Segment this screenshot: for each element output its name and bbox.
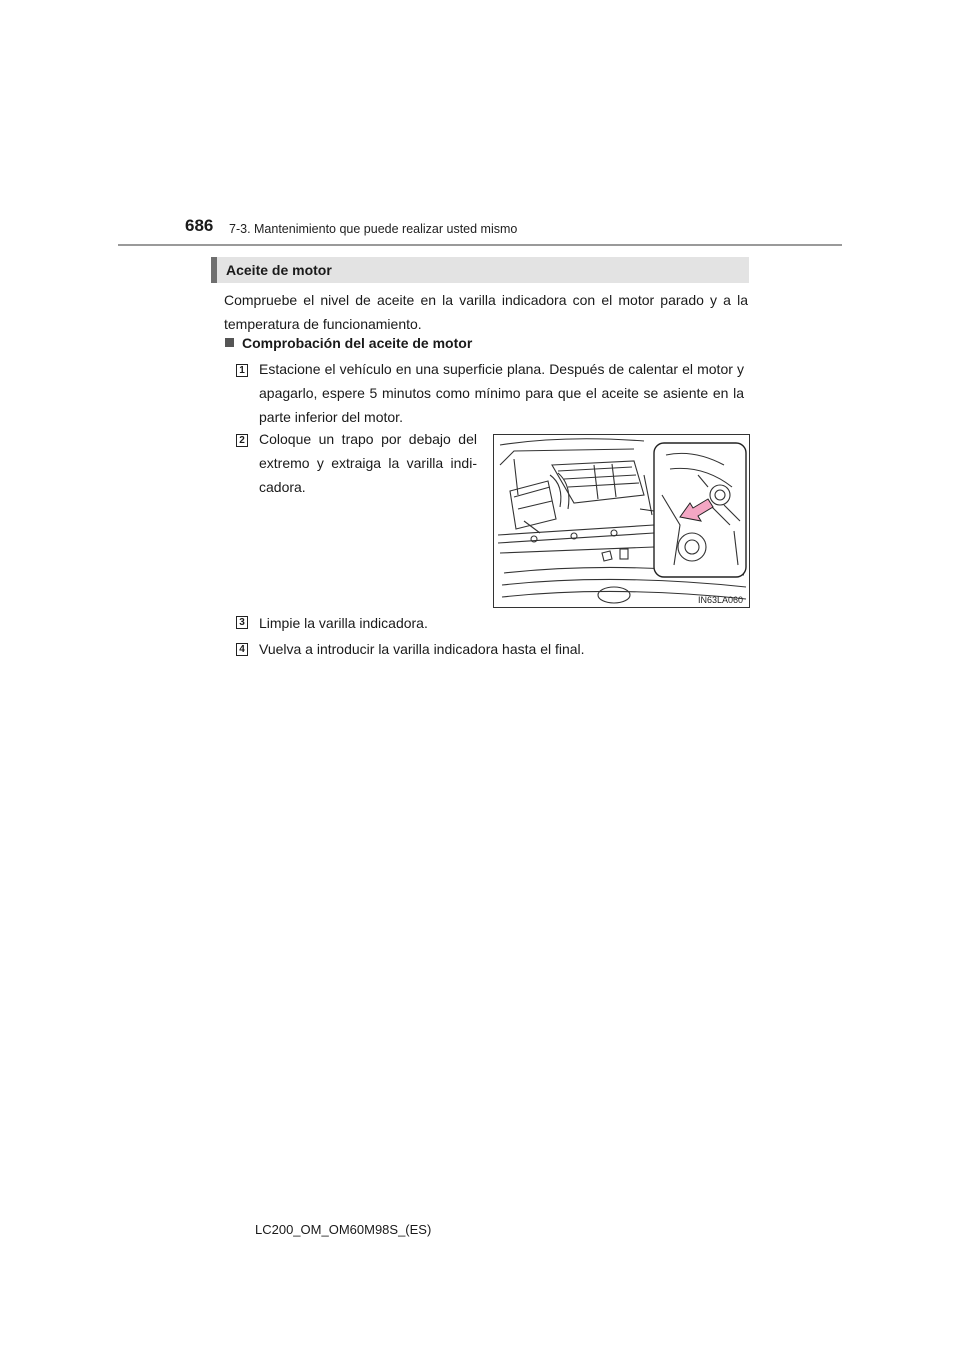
- section-heading-bar: [211, 257, 749, 283]
- step-text-4: Vuelva a introducir la varilla indicadora hasta el final.: [259, 641, 585, 657]
- step-text-1: Estacione el vehículo en una superficie plana. Después de calentar el motor y apagarlo, espere 5 minutos como mínimo para que el aceite se asiente en la parte inferior del motor.: [259, 361, 744, 425]
- section-title: Aceite de motor: [226, 262, 332, 278]
- step-number-1: 1: [236, 364, 248, 377]
- intro-paragraph: Compruebe el nivel de aceite en la varilla indicadora con el motor parado y a la temperatura de funcionamiento.: [224, 292, 748, 332]
- header-divider: [118, 244, 842, 246]
- square-bullet-icon: [225, 338, 234, 347]
- step-number-3: 3: [236, 616, 248, 629]
- figure-code: IN63LA060: [697, 595, 743, 605]
- step-text-2: Coloque un trapo por debajo del extremo y extraiga la varilla indi-cadora.: [259, 431, 477, 495]
- chapter-title: 7-3. Mantenimiento que puede realizar usted mismo: [229, 222, 518, 236]
- document-id-footer: LC200_OM_OM60M98S_(ES): [255, 1222, 432, 1237]
- engine-bay-illustration: [493, 434, 750, 608]
- subheading: [225, 335, 472, 351]
- engine-drawing: [494, 435, 750, 608]
- step-text-3: Limpie la varilla indicadora.: [259, 615, 428, 631]
- step-number-4: 4: [236, 643, 248, 656]
- page-number: 686: [185, 216, 214, 235]
- subheading-text: Comprobación del aceite de motor: [242, 335, 473, 351]
- step-number-2: 2: [236, 434, 248, 447]
